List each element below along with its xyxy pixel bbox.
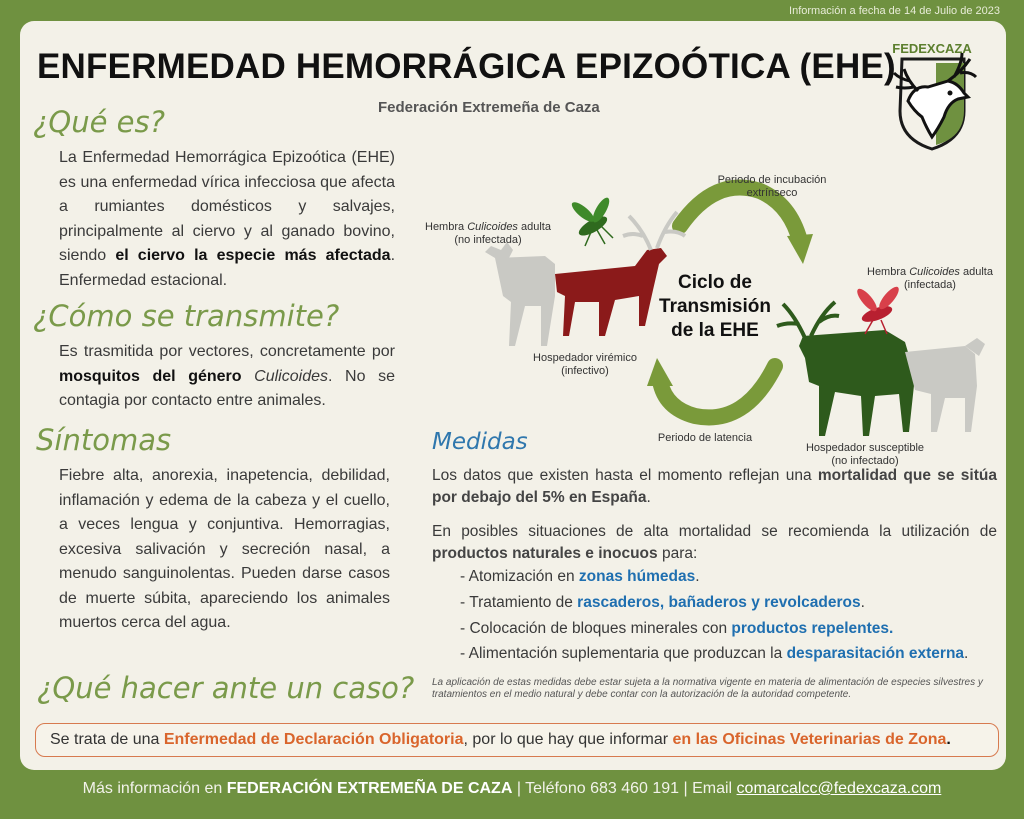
deer-susceptible [777, 302, 915, 436]
medidas-paragraph-2 [432, 521, 997, 565]
sintomas-heading: Síntomas [36, 423, 172, 457]
que-es-bold: el ciervo la especie más afectada [115, 247, 391, 264]
medidas-p1-text: Los datos que existen hasta el momento reflejan una [432, 467, 818, 484]
transmision-italic: Culicoides [254, 367, 328, 385]
medidas-bullet [460, 645, 968, 663]
medidas-p2-end: para: [657, 545, 698, 562]
transmission-cycle-diagram [415, 146, 995, 467]
bullet-highlight: productos repelentes. [731, 620, 894, 637]
cycle-title [650, 271, 780, 343]
bullet-text: - Colocación de bloques minerales con [460, 620, 732, 637]
que-es-text-end: . Enfermedad estacional. [59, 247, 396, 289]
medidas-p1-bold: mortalidad que se sitúa por debajo del 5% en España [432, 467, 997, 506]
que-es-heading: ¿Qué es? [33, 105, 166, 139]
medidas-bullet [460, 620, 893, 638]
mandatory-declaration-box [35, 723, 999, 757]
que-es-text [59, 146, 395, 293]
female-uninfected-label [423, 221, 553, 247]
page-title: ENFERMEDAD HEMORRÁGICA EPIZOÓTICA (EHE) [37, 47, 896, 86]
bullet-end: . [964, 645, 969, 662]
viremic-label [515, 352, 655, 378]
footer-email-link[interactable]: comarcalcc@fedexcaza.com [736, 780, 942, 797]
bullet-highlight: zonas húmedas [578, 568, 696, 585]
female-uninfected-genus: Culicoides [467, 221, 518, 233]
medidas-paragraph-1 [432, 465, 997, 509]
cycle-title-line-2: Transmisión [659, 296, 771, 317]
susceptible-label-line-1: Hospedador susceptible [805, 442, 925, 454]
footer-phone: | Teléfono 683 460 191 | Email [512, 780, 737, 797]
female-infected-word: Hembra [867, 266, 907, 278]
cow-silhouette-left [485, 242, 555, 346]
infographic-card [20, 21, 1006, 770]
female-infected-label [865, 266, 995, 292]
bullet-highlight: rascaderos, bañaderos y revolcaderos [577, 594, 861, 611]
transmision-bold: mosquitos del género [59, 367, 242, 385]
medidas-heading: Medidas [432, 429, 528, 455]
medidas-disclaimer: La aplicación de estas medidas debe estar sujeta a la normativa vigente en materia de alimentación de especies silvestres y tratamientos en el medio natural y debe contar con la autorización de la autoridad competente. [432, 677, 983, 700]
alert-text-mid: , por lo que hay que informar [463, 731, 673, 748]
incubation-label [697, 174, 847, 200]
incubation-label-line-1: Periodo de incubación [717, 174, 827, 186]
footer-org: FEDERACIÓN EXTREMEÑA DE CAZA [226, 780, 513, 797]
female-infected-adult: adulta [963, 266, 993, 278]
bullet-end: . [860, 594, 865, 611]
que-es-text-part: La Enfermedad Hemorrágica Epizoótica (EHE) es una enfermedad vírica infecciosa que afecta a rumiantes domésticos y salvajes, principalmente al ciervo y al ganado bovino, siendo [59, 149, 395, 264]
viremic-label-line-1: Hospedador virémico [533, 352, 637, 364]
date-note: Información a fecha de 14 de Julio de 2023 [789, 5, 1000, 17]
transmision-heading: ¿Cómo se transmite? [33, 299, 340, 333]
female-infected-status: (infectada) [904, 279, 956, 291]
bullet-end: . [695, 568, 700, 585]
medidas-bullet [460, 594, 865, 612]
que-hacer-heading: ¿Qué hacer ante un caso? [37, 671, 415, 705]
cycle-title-line-3: de la EHE [671, 320, 759, 341]
latency-arrow [660, 366, 775, 417]
susceptible-label-line-2: (no infectado) [831, 455, 899, 467]
latency-label: Periodo de latencia [657, 432, 753, 444]
female-uninfected-adult: adulta [521, 221, 551, 233]
female-uninfected-word: Hembra [425, 221, 465, 233]
female-infected-genus: Culicoides [909, 266, 960, 278]
cycle-title-line-1: Ciclo de [678, 272, 752, 293]
medidas-p2-bold: productos naturales e inocuos [432, 545, 658, 562]
viremic-label-line-2: (infectivo) [561, 365, 609, 377]
cow-silhouette-right [905, 338, 985, 432]
female-uninfected-status: (no infectada) [454, 234, 522, 246]
bullet-text: - Atomización en [460, 568, 579, 585]
bullet-highlight: desparasitación externa [786, 645, 965, 662]
alert-text: Se trata de una [50, 731, 164, 748]
footer-text: Más información en [82, 780, 227, 797]
alert-highlight-2: en las Oficinas Veterinarias de Zona [672, 731, 947, 748]
incubation-arrow-head [787, 234, 813, 264]
transmision-text-end: . No se contagia por contacto entre animales. [59, 367, 395, 409]
federation-name: Federación Extremeña de Caza [378, 99, 600, 116]
bullet-text: - Alimentación suplementaria que produzcan la [460, 645, 787, 662]
medidas-p2-text: En posibles situaciones de alta mortalidad se recomienda la utilización de [432, 523, 997, 540]
medidas-bullet [460, 568, 700, 586]
incubation-label-line-2: extrínseco [746, 187, 798, 199]
bullet-text: - Tratamiento de [460, 594, 578, 611]
alert-highlight-1: Enfermedad de Declaración Obligatoria [163, 731, 464, 748]
fedexcaza-logo [878, 41, 986, 153]
transmision-text-part: Es trasmitida por vectores, concretamente por [59, 343, 395, 360]
logo-text: FEDEXCAZA [892, 41, 972, 56]
transmision-text [59, 340, 395, 414]
footer [0, 780, 1024, 798]
medidas-p1-end: . [646, 489, 651, 506]
sintomas-text: Fiebre alta, anorexia, inapetencia, debilidad, inflamación y edema de la cabeza y el cuello, a veces lengua y conjuntiva. Hemorragias, excesiva salivación y secreción nasal, a menudo sanguinolentas. Pueden darse casos de muerte súbita, apareciendo los animales muertos cerca del agua. [59, 467, 390, 631]
midge-uninfected [569, 195, 613, 246]
alert-end: . [946, 731, 951, 748]
